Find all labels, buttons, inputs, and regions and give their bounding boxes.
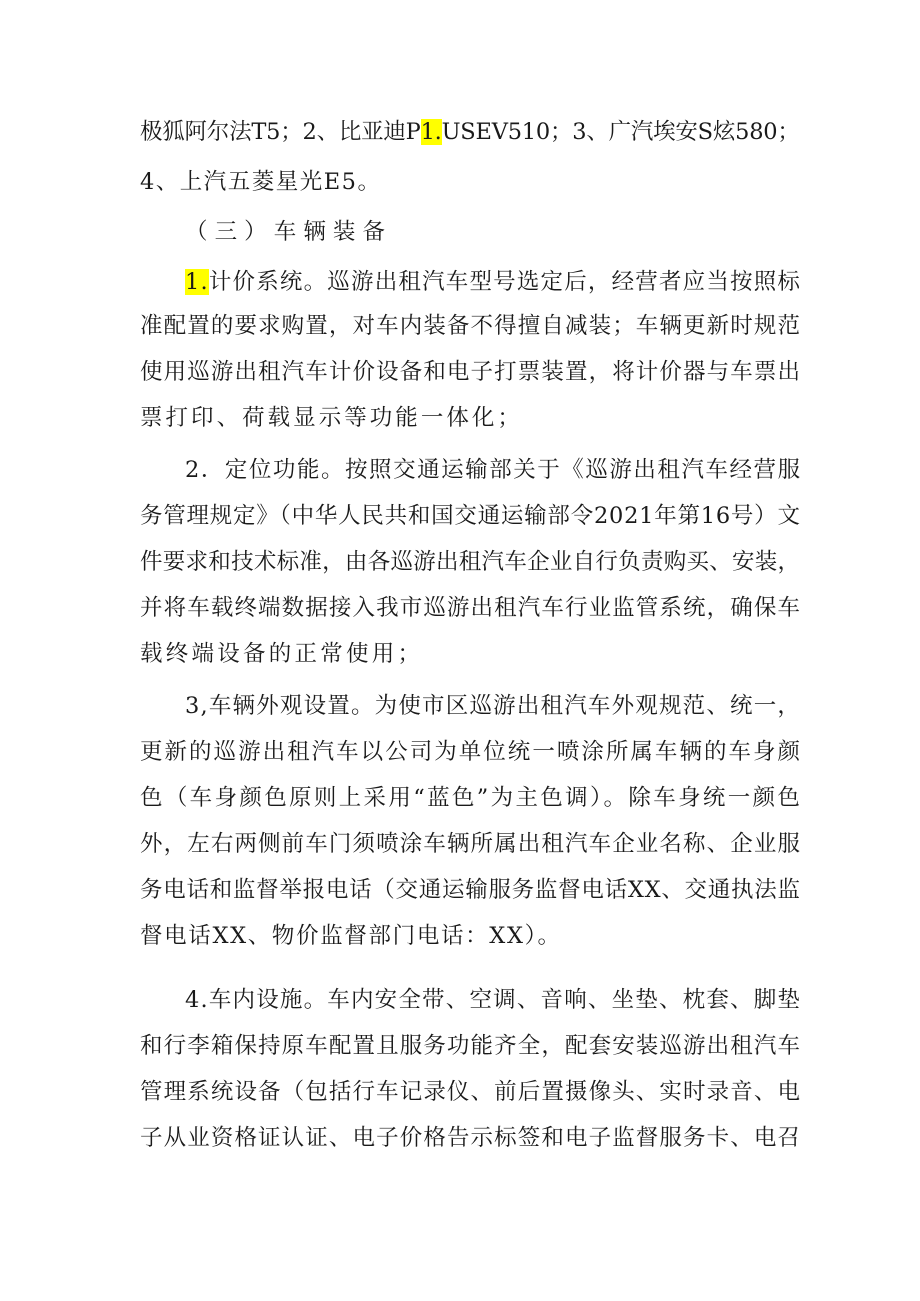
text-line-22 [140,1118,820,1158]
text-line-14 [140,732,820,772]
highlighted-text: 1. [185,269,209,295]
text-line-17 [140,870,820,910]
text-segment: 件要求和技术标准，由各巡游出租汽车企业自行负责购买、安装， [140,549,801,575]
text-line-15 [140,778,820,818]
text-line-18 [140,916,580,956]
text-line-6 [140,352,820,392]
text-segment: 3,车辆外观设置。为使市区巡游出租汽车外观规范、统一， [185,693,802,719]
text-segment: 4.车内设施。车内安全带、空调、音响、坐垫、枕套、脚垫 [185,987,802,1013]
text-segment: 载终端设备的正常使用； [140,641,424,667]
text-segment: 准配置的要求购置，对车内装备不得擅自减装；车辆更新时规范 [140,313,802,339]
text-line-9 [140,496,820,536]
text-segment: 务管理规定》（中华人民共和国交通运输部令2021年第16号）文 [140,503,801,529]
text-segment: 票打印、荷载显示等功能一体化； [140,405,523,431]
highlighted-text: 1. [420,119,442,145]
text-line-10 [140,542,820,582]
text-line-21 [140,1072,820,1112]
text-segment: 务电话和监督举报电话（交通运输服务监督电话XX、交通执法监 [140,877,801,903]
text-segment: 和行李箱保持原车配置且服务功能齐全，配套安装巡游出租汽车 [140,1033,802,1059]
text-segment: 并将车载终端数据接入我市巡游出租汽车行业监管系统，确保车 [140,595,802,621]
text-segment: 2．定位功能。按照交通运输部关于《巡游出租汽车经营服 [185,457,802,483]
text-segment: 子从业资格证认证、电子价格告示标签和电子监督服务卡、电召 [140,1125,802,1151]
text-segment: 督电话XX、物价监督部门电话：XX）。 [140,923,562,949]
text-segment: 管理系统设备（包括行车记录仪、前后置摄像头、实时录音、电 [140,1079,802,1105]
text-segment: USEV510；3、广汽埃安S炫580； [441,119,800,145]
text-line-20 [140,1026,820,1066]
text-segment: 外，左右两侧前车门须喷涂车辆所属出租汽车企业名称、企业服 [140,831,802,857]
text-segment: 极狐阿尔法T5；2、比亚迪P [140,119,421,145]
text-line-13 [185,686,820,726]
text-segment: （三）车辆装备 [185,219,393,245]
text-line-4 [185,262,820,302]
text-line-1 [140,112,820,152]
section-heading [185,212,405,252]
text-line-19 [185,980,820,1020]
text-line-5 [140,306,820,346]
text-segment: 使用巡游出租汽车计价设备和电子打票装置，将计价器与车票出 [140,359,802,385]
text-segment: 更新的巡游出租汽车以公司为单位统一喷涂所属车辆的车身颜 [140,739,803,765]
text-segment: 4、上汽五菱星光E5。 [140,169,382,195]
text-line-2 [140,162,400,202]
text-line-8 [185,450,820,490]
text-line-7 [140,398,540,438]
text-line-16 [140,824,820,864]
text-segment: 色（车身颜色原则上采用“蓝色”为主色调）。除车身统一颜色 [140,785,803,811]
text-segment: 计价系统。巡游出租汽车型号选定后，经营者应当按照标 [208,269,802,295]
text-line-11 [140,588,820,628]
text-line-12 [140,634,440,674]
